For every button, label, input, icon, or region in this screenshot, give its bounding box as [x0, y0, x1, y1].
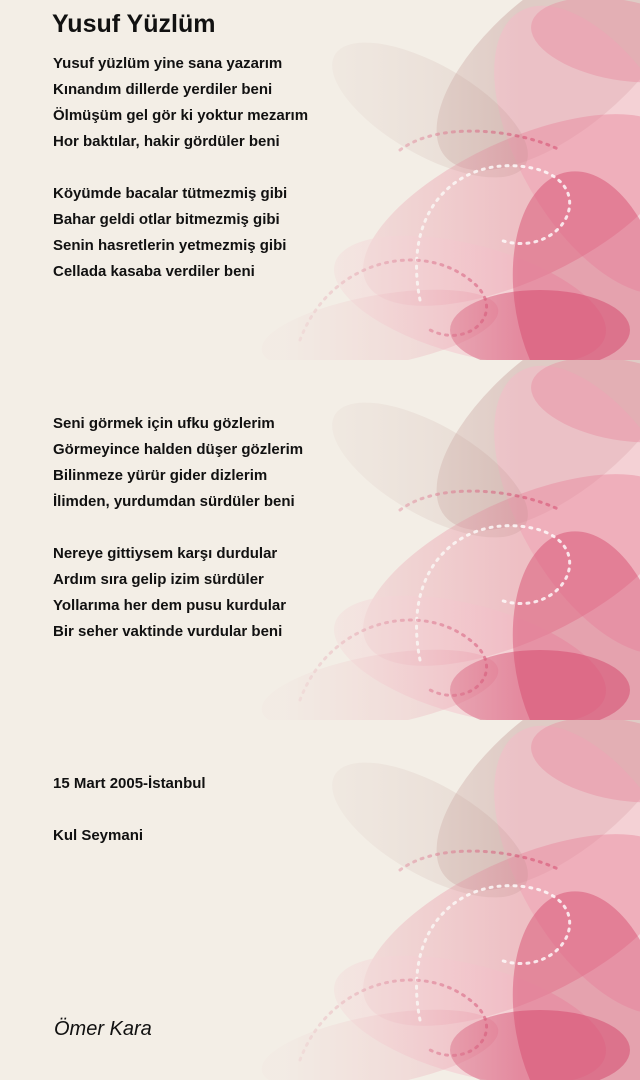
poem-line: İlimden, yurdumdan sürdüler beni: [53, 493, 295, 510]
poem-line: Bir seher vaktinde vurdular beni: [53, 623, 283, 640]
poem-line: Bilinmeze yürür gider dizlerim: [53, 467, 268, 484]
poem-line: Bahar geldi otlar bitmezmiş gibi: [53, 211, 280, 228]
poem-line: Nereye gittiysem karşı durdular: [53, 545, 278, 562]
poem-author: Kul Seymani: [53, 827, 144, 844]
signature: Ömer Kara: [54, 1018, 152, 1040]
poem-line: Seni görmek için ufku gözlerim: [53, 415, 275, 432]
poem-line: Hor baktılar, hakir gördüler beni: [53, 133, 280, 150]
poem-line: Senin hasretlerin yetmezmiş gibi: [53, 237, 287, 254]
poem-line: Köyümde bacalar tütmezmiş gibi: [53, 185, 288, 202]
poem-title: Yusuf Yüzlüm: [52, 10, 216, 38]
poem-line: Ölmüşüm gel gör ki yoktur mezarım: [53, 107, 309, 124]
poem-line: Yollarıma her dem pusu kurdular: [53, 597, 287, 614]
poem-line: Yusuf yüzlüm yine sana yazarım: [53, 55, 283, 72]
poem-line: Ardım sıra gelip izim sürdüler: [53, 571, 264, 588]
poem-line: Kınandım dillerde yerdiler beni: [53, 81, 273, 98]
poem-date-place: 15 Mart 2005-İstanbul: [53, 775, 206, 792]
poem-line: Görmeyince halden düşer gözlerim: [53, 441, 304, 458]
poem-line: Cellada kasaba verdiler beni: [53, 263, 255, 280]
